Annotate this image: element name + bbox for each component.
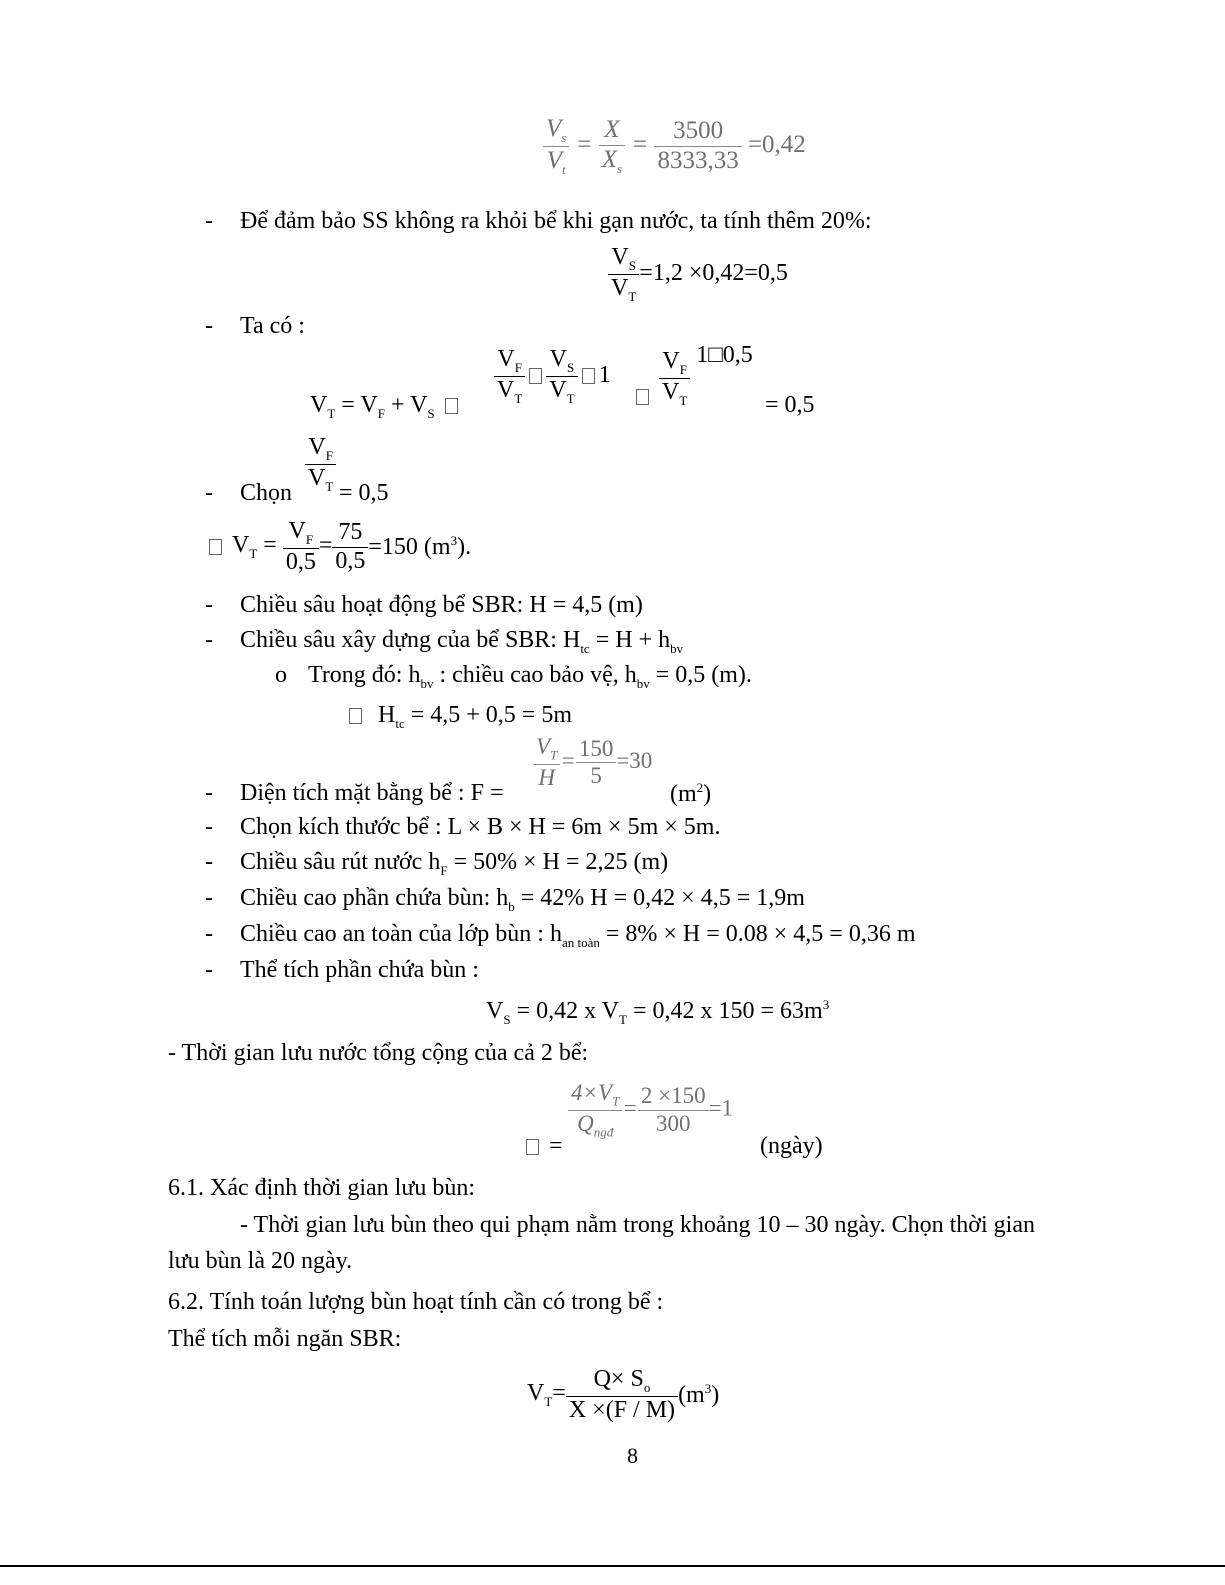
- bullet-dash: -: [205, 208, 213, 234]
- page-number: 8: [627, 1443, 638, 1468]
- eq-vt: $V_T$ = $\frac{V_F}{0,5}$ = $\frac{75}{0,5}$ =150 $(m^3)$.: [205, 518, 471, 576]
- eq-time-lhs: =: [522, 1133, 563, 1160]
- eq-sum-final: = 0,5: [765, 392, 815, 418]
- eq-time-unit: (ngày): [760, 1133, 823, 1159]
- eq-ratio: $\frac{V_s}{V_t}$ = $\frac{X}{X_s}$ = $\frac{3500}{8333,33}$ =0,42: [543, 115, 806, 178]
- section-6-1-para: - Thời gian lưu bùn theo qui phạm nằm trong khoảng 10 – 30 ngày. Chọn thời gian: [240, 1212, 1035, 1238]
- eq-time: $\frac{4\times V_T}{Q_{ngđ}}$ = $\frac{2 \times 150}{300}$ =1: [568, 1080, 733, 1140]
- area-unit: $(m^2)$: [670, 780, 712, 807]
- eq-sbr: $V_T=$ $\frac{Q\times S_o}{X \times(F / M)}$ $(m^3)$: [527, 1366, 720, 1423]
- line-area: Diện tích mặt bằng bể : F =: [240, 780, 504, 806]
- line-depth-active: Chiều sâu hoạt động bể SBR: H = 4,5 (m): [240, 592, 643, 618]
- line-hb: Chiều cao phần chứa bùn: $h_b = 42\%$ H = 0,42 × 4,5 = 1,9m: [240, 885, 805, 914]
- eq-ss: $\frac{V_S}{V_T}$ =1,2 ×0,42=0,5: [608, 244, 788, 304]
- eq-area: $\frac{V_T}{H}$ = $\frac{150}{5}$ =30: [533, 734, 652, 791]
- line-trong-do: Trong đó: $h_{bv}$ : chiều cao bảo vệ, $h_{bv} = 0,5$ (m).: [308, 662, 752, 691]
- eq-sum-frac1: $\frac{V_F}{V_T}$ $\frac{V_S}{V_T}$ 1: [494, 346, 611, 406]
- section-6-1-para-cont: lưu bùn là 20 ngày.: [168, 1248, 353, 1274]
- line-depth-build: Chiều sâu xây dựng của bể SBR: $H_{tc} = H + h_{bv}$: [240, 627, 684, 656]
- line-time: - Thời gian lưu nước tổng cộng của cả 2 bể:: [168, 1040, 589, 1066]
- eq-sum-lhs: $V_T = V_F + V_S$: [310, 392, 462, 422]
- eq-vs: $V_S = 0,42$ x $V_T = 0,42$ x $150 = 63m^3$: [486, 997, 830, 1027]
- line-ss: Để đảm bảo SS không ra khỏi bể khi gạn nước, ta tính thêm 20%:: [240, 208, 872, 234]
- section-6-2-heading: 6.2. Tính toán lượng bùn hoạt tính cần có trong bể :: [168, 1289, 664, 1315]
- section-6-2-para: Thể tích mỗi ngăn SBR:: [168, 1326, 402, 1352]
- line-hf: Chiều sâu rút nước $h_F = 50\% \times H = 2,25$ (m): [240, 849, 669, 878]
- section-6-1-heading: 6.1. Xác định thời gian lưu bùn:: [168, 1175, 475, 1201]
- page-bottom-rule: [0, 1565, 1225, 1567]
- line-size: Chọn kích thước bể : L × B × H = 6m × 5m × 5m.: [240, 814, 721, 840]
- chon-value: = 0,5: [339, 480, 389, 506]
- sub-bullet-o: o: [275, 662, 287, 688]
- line-vol: Thể tích phần chứa bùn :: [240, 957, 479, 983]
- line-chon: Chọn: [240, 480, 293, 506]
- symbol-box: [445, 398, 458, 414]
- line-taco: Ta có :: [240, 313, 305, 339]
- chon-frac: $\frac{V_F}{V_T}$: [305, 434, 336, 494]
- line-safe: Chiều cao an toàn của lớp bùn : $h_{an toàn} = 8\% \times H = 0.08 \times 4,5 = 0,36$ m: [240, 921, 916, 950]
- line-htc: $H_{tc} = 4,5 + 0,5 = 5m$: [345, 702, 572, 732]
- eq-sum-frac2: $\frac{V_F}{V_T}$ 1□0,5: [632, 348, 753, 408]
